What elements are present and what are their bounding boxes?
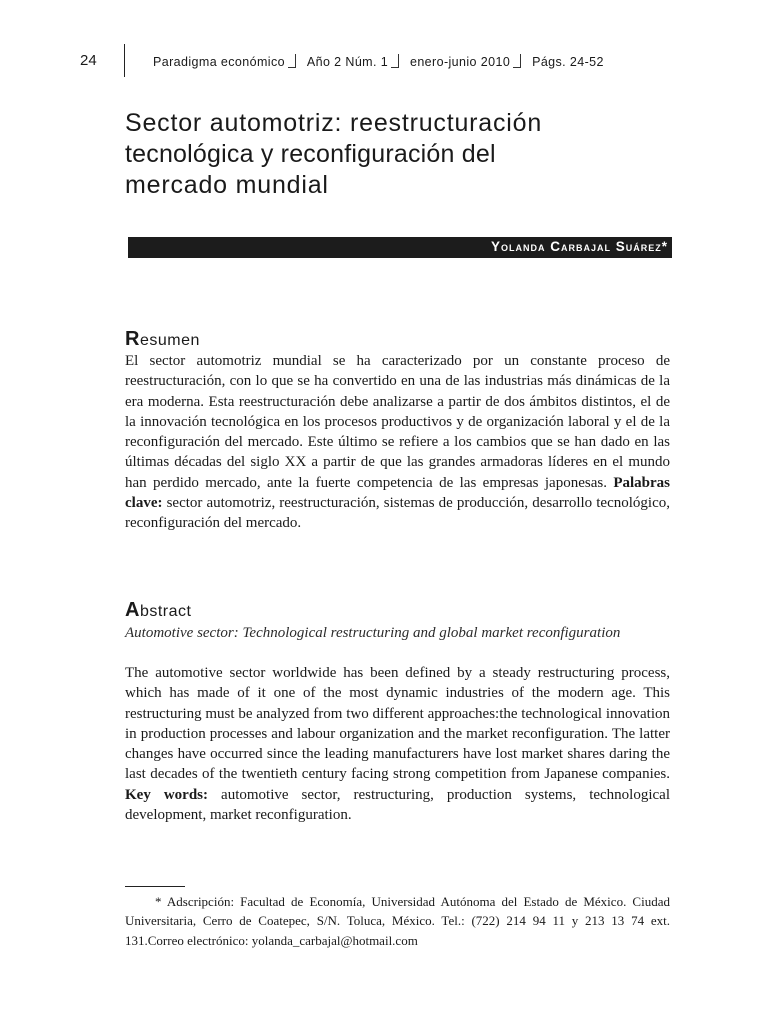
abstract-subtitle: Automotive sector: Technological restructuring and global market reconfiguration	[125, 625, 621, 641]
running-header	[153, 54, 604, 69]
abstract-text: The automotive sector worldwide has been defined by a steady restructuring process, which has made of it one of the most dynamic industries of the modern age. This restructuring must be analyzed from two different approaches:the technological innovation in production processes and labour organization and the market reconfiguration. The latter changes have occurred since the leading manufacturers have lost market shares daring the last decades of the twentieth century facing strong competition from Japanese companies.	[125, 665, 670, 783]
abstract-body	[125, 663, 670, 825]
title-line-2: tecnológica y reconfiguración del	[125, 140, 496, 168]
author-footnote: * Adscripción: Facultad de Economía, Universidad Autónoma del Estado de México. Ciudad Universitaria, Cerro de Coatepec, S/N. Toluca, México. Tel.: (722) 214 94 11 y 213 13 74 ext. 131.Correo electrónico: yolanda_carbajal@hotmail.com	[125, 894, 670, 948]
key-words-label: Key words:	[125, 786, 209, 803]
abstract-heading: Abstract	[125, 599, 192, 621]
resumen-text: El sector automotriz mundial se ha caracterizado por un constante proceso de reestructuración, con lo que se ha convertido en una de las industrias más dinámicas de la era moderna. Esta reestructuración debe analizarse a partir de dos ámbitos distintos, el de la innovación tecnológica en los procesos productivos y de organización laboral y el de la reconfiguración del mercado. Este último se refiere a los cambios que se han dado en las últimas décadas del siglo XX a partir de que las grandes armadoras líderes en el mundo han perdido mercado, ante la fuerte competencia de las empresas japonesas.	[125, 353, 670, 491]
author-name: Yolanda Carbajal Suárez*	[490, 239, 668, 254]
journal-name: Paradigma económico	[153, 55, 285, 69]
article-pages: Págs. 24-52	[532, 55, 604, 69]
header-separator	[391, 54, 399, 68]
header-separator	[288, 54, 296, 68]
title-line-1: Sector automotriz: reestructuración	[125, 109, 543, 137]
header-separator	[513, 54, 521, 68]
footnote-rule	[125, 886, 185, 887]
journal-volume: Año 2 Núm. 1	[306, 55, 389, 69]
resumen-body	[125, 351, 670, 534]
palabras-clave-label: Palabras clave:	[125, 474, 671, 512]
journal-period: enero-junio 2010	[409, 55, 511, 69]
key-words-text: automotive sector, restructuring, production systems, technological development, market reconfiguration.	[125, 786, 670, 824]
page-number: 24	[80, 52, 97, 69]
header-divider	[124, 44, 125, 77]
article-title	[125, 108, 685, 201]
resumen-heading: Resumen	[125, 328, 200, 350]
title-line-3: mercado mundial	[125, 171, 329, 199]
author-bar	[128, 237, 672, 258]
palabras-clave-text: sector automotriz, reestructuración, sistemas de producción, desarrollo tecnológico, reconfiguración del mercado.	[125, 495, 670, 532]
